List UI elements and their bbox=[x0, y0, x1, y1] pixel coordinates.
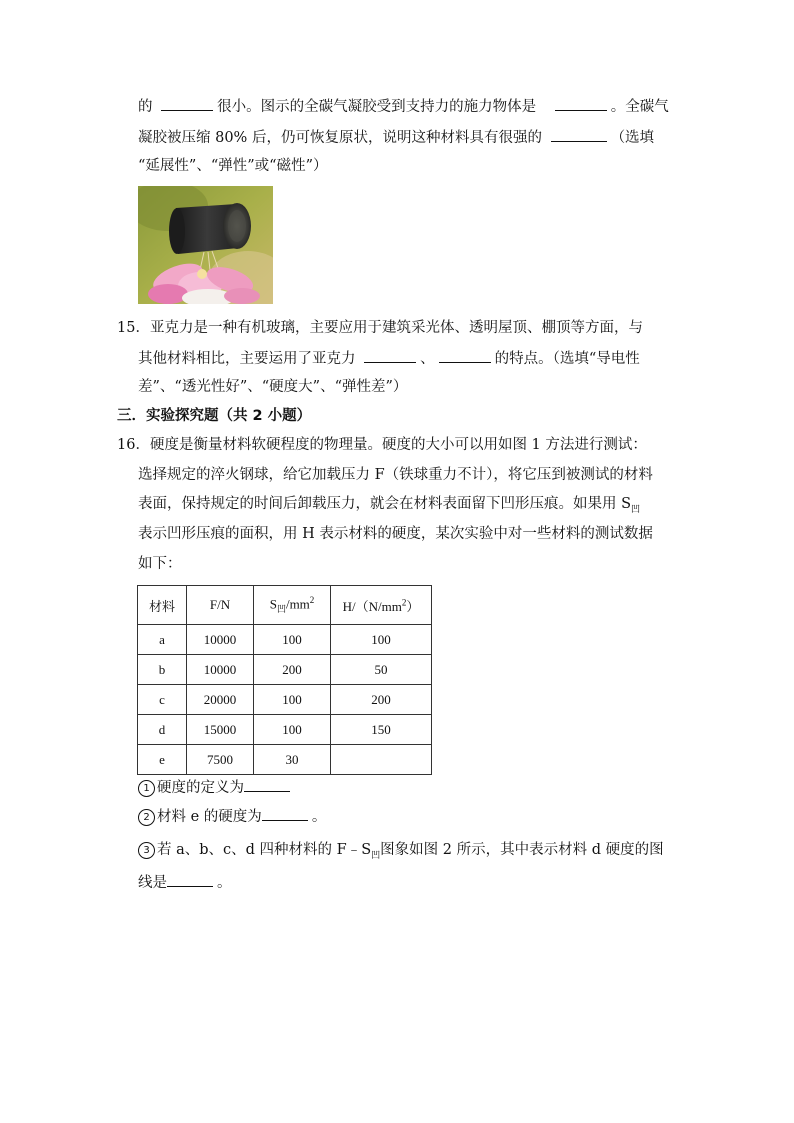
q14-line-1 bbox=[138, 96, 669, 117]
subq-text: 材料 e 的硬度为 bbox=[157, 809, 262, 825]
header-text: ） bbox=[406, 598, 420, 614]
table-cell: 10000 bbox=[187, 655, 254, 685]
q16-text: 硬度是衡量材料软硬程度的物理量。硬度的大小可以用如图 1 方法进行测试： bbox=[149, 437, 647, 453]
table-row bbox=[138, 685, 432, 715]
circled-number-1: 1 bbox=[138, 780, 155, 797]
q16-text: 如下： bbox=[138, 556, 182, 572]
table-cell: 10000 bbox=[187, 625, 254, 655]
table-cell: 100 bbox=[331, 625, 432, 655]
q15-text: 亚克力是一种有机玻璃，主要应用于建筑采光体、透明屋顶、棚顶等方面，与 bbox=[149, 320, 643, 336]
aerogel-photo bbox=[138, 186, 273, 304]
q15-line-3 bbox=[138, 377, 407, 397]
q14-text: （选填 bbox=[610, 130, 655, 146]
subq-text: 。 bbox=[311, 809, 327, 825]
answer-blank[interactable] bbox=[555, 96, 607, 111]
subq-text: 图象如图 2 所示，其中表示材料 d 硬度的图 bbox=[380, 842, 664, 858]
table-row bbox=[138, 655, 432, 685]
subq-text: 硬度的定义为 bbox=[157, 780, 244, 796]
table-cell: 200 bbox=[254, 655, 331, 685]
header-text: /mm bbox=[285, 596, 310, 612]
q15-text: 差”、“透光性好”、“硬度大”、“弹性差”） bbox=[138, 379, 408, 395]
answer-blank[interactable] bbox=[244, 777, 290, 792]
table-row bbox=[138, 745, 432, 775]
q16-subq-1 bbox=[138, 777, 294, 798]
question-number: 15． bbox=[117, 320, 150, 336]
answer-blank[interactable] bbox=[364, 348, 416, 363]
subscript: 凹 bbox=[276, 603, 286, 614]
circled-number-2: 2 bbox=[138, 809, 155, 826]
table-cell: c bbox=[138, 685, 187, 715]
q16-text: 表面，保持规定的时间后卸载压力，就会在材料表面留下凹形压痕。如果用 S bbox=[138, 496, 632, 512]
subq-text: 线是 bbox=[138, 875, 167, 891]
table-header-cell: F/N bbox=[187, 586, 254, 625]
answer-blank[interactable] bbox=[262, 806, 308, 821]
q16-line-4 bbox=[138, 524, 653, 544]
table-cell: b bbox=[138, 655, 187, 685]
q16-line-2 bbox=[138, 465, 653, 485]
superscript: 2 bbox=[309, 595, 315, 606]
q15-text: 其他材料相比，主要运用了亚克力 bbox=[138, 351, 356, 367]
subq-text: 若 a、b、c、d 四种材料的 F﹣S bbox=[157, 842, 372, 858]
q16-text: 选择规定的淬火钢球，给它加载压力 F（铁球重力不计），将它压到被测试的材料 bbox=[138, 467, 653, 483]
table-cell: e bbox=[138, 745, 187, 775]
q14-text: 。全碳气 bbox=[610, 99, 669, 115]
table-header-cell bbox=[254, 586, 331, 625]
table-cell: 200 bbox=[331, 685, 432, 715]
q14-line-2 bbox=[138, 127, 654, 148]
subscript: 凹 bbox=[371, 850, 381, 861]
table-cell: 100 bbox=[254, 685, 331, 715]
hardness-data-table bbox=[137, 585, 432, 775]
table-cell[interactable] bbox=[331, 745, 432, 775]
q16-subq-2 bbox=[138, 806, 326, 827]
answer-blank[interactable] bbox=[551, 127, 607, 142]
q16-line-5 bbox=[138, 554, 182, 574]
table-cell: 150 bbox=[331, 715, 432, 745]
q15-text: 的特点。（选填“导电性 bbox=[494, 351, 640, 367]
q15-line-2 bbox=[138, 348, 640, 369]
table-cell: 7500 bbox=[187, 745, 254, 775]
question-number: 16． bbox=[117, 437, 150, 453]
table-cell: 100 bbox=[254, 715, 331, 745]
q15-text: 、 bbox=[420, 351, 435, 367]
table-row bbox=[138, 625, 432, 655]
aerogel-flower-image bbox=[138, 186, 273, 304]
q16-subq-3 bbox=[138, 840, 664, 866]
table-cell: a bbox=[138, 625, 187, 655]
header-text: H/（N/mm bbox=[342, 598, 402, 614]
table-header-cell bbox=[331, 586, 432, 625]
q16-subq-3-cont bbox=[138, 872, 232, 893]
answer-blank[interactable] bbox=[161, 96, 213, 111]
table-cell: 20000 bbox=[187, 685, 254, 715]
q14-text: “延展性”、“弹性”或“磁性”） bbox=[138, 158, 328, 174]
q16-text: 表示凹形压痕的面积，用 H 表示材料的硬度，某次实验中对一些材料的测试数据 bbox=[138, 526, 653, 542]
table-header-row bbox=[138, 586, 432, 625]
q14-text: 很小。图示的全碳气凝胶受到支持力的施力物体是 bbox=[217, 99, 537, 115]
section-heading: 三．实验探究题（共 2 小题） bbox=[117, 408, 312, 424]
table-row bbox=[138, 715, 432, 745]
answer-blank[interactable] bbox=[167, 872, 213, 887]
q16-line-3 bbox=[138, 494, 640, 520]
header-text: S bbox=[269, 596, 277, 612]
subq-text: 。 bbox=[217, 875, 232, 891]
circled-number-3: 3 bbox=[138, 842, 155, 859]
table-cell: 15000 bbox=[187, 715, 254, 745]
table-cell: 30 bbox=[254, 745, 331, 775]
q14-line-3 bbox=[138, 156, 327, 176]
table-cell: d bbox=[138, 715, 187, 745]
answer-blank[interactable] bbox=[439, 348, 491, 363]
q15-line-1 bbox=[117, 318, 643, 338]
table-header-cell: 材料 bbox=[138, 586, 187, 625]
q16-line-1 bbox=[117, 435, 647, 455]
table-cell: 50 bbox=[331, 655, 432, 685]
subscript: 凹 bbox=[631, 504, 641, 515]
table-cell: 100 bbox=[254, 625, 331, 655]
superscript: 2 bbox=[401, 597, 407, 608]
q14-text: 凝胶被压缩 80% 后，仍可恢复原状，说明这种材料具有很强的 bbox=[138, 130, 542, 146]
q14-text: 的 bbox=[138, 99, 153, 115]
